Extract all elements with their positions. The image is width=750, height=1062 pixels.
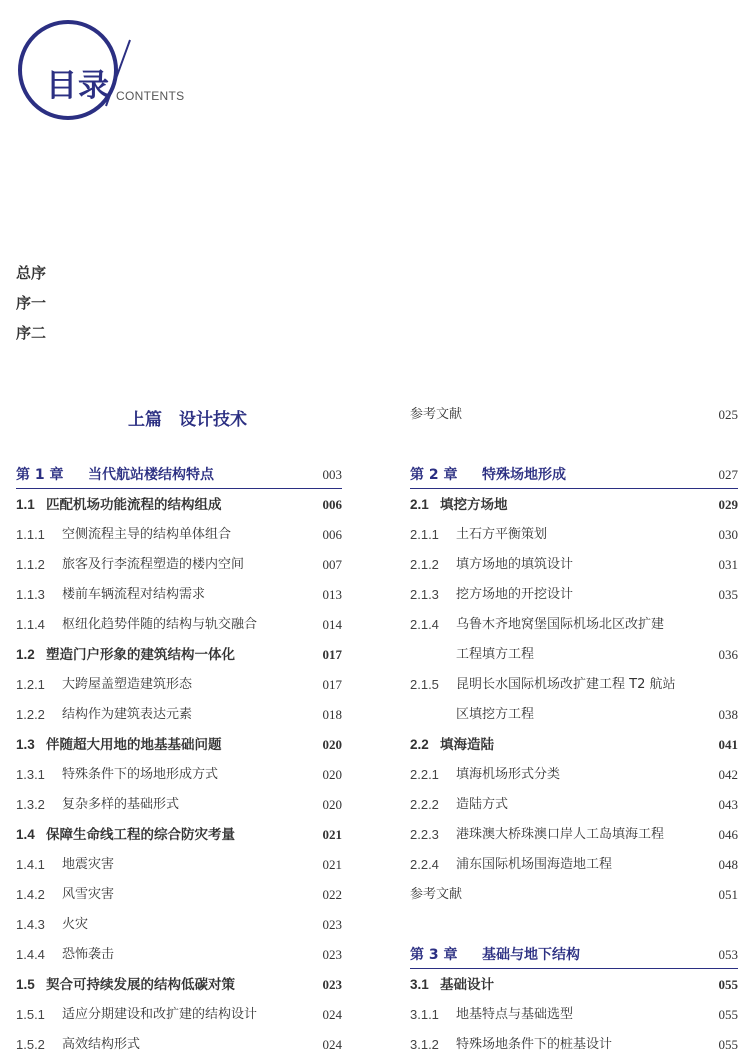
toc-entry-number: 第 2 章 [410, 467, 458, 483]
chapter-divider-line [410, 488, 738, 489]
toc-entry-title: 昆明长水国际机场改扩建工程 T2 航站 [456, 677, 676, 692]
toc-entry-number: 1.2.1 [16, 677, 45, 692]
toc-entry-page: 025 [718, 407, 738, 422]
toc-entry-references[interactable] [410, 883, 738, 907]
toc-entry-page: 007 [322, 557, 342, 572]
toc-entry-sub[interactable] [410, 553, 738, 577]
toc-entry-number: 第 3 章 [410, 947, 458, 963]
preface-list [16, 262, 46, 352]
toc-entry-sub[interactable] [410, 823, 738, 847]
preface-item-one[interactable]: 序一 [16, 294, 47, 312]
toc-entry-sub[interactable] [16, 673, 342, 697]
toc-entry-title: 结构作为建筑表达元素 [62, 707, 193, 722]
toc-entry-number: 1.4.3 [16, 917, 45, 932]
toc-entry-page: 024 [322, 1007, 342, 1022]
toc-entry-page: 031 [718, 557, 738, 572]
toc-entry-title: 当代航站楼结构特点 [88, 467, 214, 483]
toc-entry-title: 空侧流程主导的结构单体组合 [62, 527, 232, 542]
chapter-divider-line [16, 488, 342, 489]
toc-entry-section[interactable] [16, 493, 342, 517]
contents-subheading: CONTENTS [116, 89, 185, 103]
toc-entry-sub[interactable] [410, 1033, 738, 1057]
toc-entry-cont[interactable] [410, 643, 738, 667]
toc-entry-section[interactable] [16, 643, 342, 667]
toc-entry-number: 第 1 章 [16, 467, 64, 483]
toc-entry-page: 003 [322, 467, 342, 482]
toc-entry-title: 火灾 [62, 917, 89, 932]
toc-entry-sub[interactable] [16, 943, 342, 967]
toc-entry-title: 乌鲁木齐地窝堡国际机场北区改扩建 [456, 617, 665, 632]
toc-entry-title: 基础设计 [440, 977, 494, 993]
preface-item-two[interactable]: 序二 [16, 324, 47, 342]
toc-entry-title: 基础与地下结构 [482, 947, 580, 963]
toc-entry-page: 041 [718, 737, 738, 752]
toc-entry-title: 挖方场地的开挖设计 [456, 587, 574, 602]
toc-entry-number: 1.4.4 [16, 947, 45, 962]
toc-entry-sub[interactable] [410, 763, 738, 787]
toc-entry-number: 1.3 [16, 737, 35, 752]
toc-entry-page: 024 [322, 1037, 342, 1052]
toc-entry-title: 适应分期建设和改扩建的结构设计 [62, 1007, 258, 1022]
toc-entry-page: 042 [718, 767, 738, 782]
toc-entry-sub[interactable] [16, 1003, 342, 1027]
toc-entry-sub[interactable] [410, 1003, 738, 1027]
toc-entry-title: 港珠澳大桥珠澳口岸人工岛填海工程 [456, 827, 665, 842]
toc-entry-page: 023 [322, 917, 342, 932]
toc-entry-sub[interactable] [410, 583, 738, 607]
toc-entry-title: 浦东国际机场围海造地工程 [456, 857, 613, 872]
toc-entry-title: 塑造门户形象的建筑结构一体化 [46, 647, 235, 663]
toc-entry-number: 2.1.2 [410, 557, 439, 572]
toc-entry-page: 023 [322, 977, 342, 992]
toc-entry-chapter[interactable] [410, 463, 738, 487]
toc-entry-title: 高效结构形式 [62, 1037, 141, 1052]
toc-entry-title: 楼前车辆流程对结构需求 [62, 587, 206, 602]
toc-entry-chapter[interactable] [410, 943, 738, 967]
toc-entry-number: 1.2 [16, 647, 35, 662]
toc-entry-number: 2.1.5 [410, 677, 439, 692]
toc-entry-title: 保障生命线工程的综合防灾考量 [46, 827, 235, 843]
toc-entry-page: 020 [322, 737, 342, 752]
toc-entry-page: 020 [322, 797, 342, 812]
toc-entry-section[interactable] [16, 973, 342, 997]
toc-entry-title: 工程填方工程 [456, 647, 535, 662]
toc-entry-page: 043 [718, 797, 738, 812]
toc-entry-title: 参考文献 [410, 407, 463, 422]
toc-entry-number: 2.2.1 [410, 767, 439, 782]
toc-entry-number: 3.1 [410, 977, 429, 992]
toc-entry-sub[interactable] [16, 883, 342, 907]
toc-entry-title: 大跨屋盖塑造建筑形态 [62, 677, 193, 692]
contents-heading: 目录 [46, 68, 110, 104]
toc-entry-sub[interactable] [16, 913, 342, 937]
toc-entry-page: 021 [322, 857, 342, 872]
toc-entry-sub[interactable] [16, 703, 342, 727]
toc-entry-number: 1.1.3 [16, 587, 45, 602]
toc-entry-number: 2.2.3 [410, 827, 439, 842]
toc-entry-number: 1.5.1 [16, 1007, 45, 1022]
toc-entry-sub[interactable] [16, 763, 342, 787]
toc-entry-title: 填海机场形式分类 [456, 767, 561, 782]
preface-item-general[interactable]: 总序 [16, 264, 47, 282]
toc-entry-title: 契合可持续发展的结构低碳对策 [46, 977, 235, 993]
toc-entry-number: 2.2.4 [410, 857, 439, 872]
toc-entry-number: 1.4 [16, 827, 35, 842]
toc-entry-page: 048 [718, 857, 738, 872]
toc-entry-page: 021 [322, 827, 342, 842]
toc-entry-title: 填海造陆 [440, 737, 494, 753]
toc-entry-page: 046 [718, 827, 738, 842]
toc-entry-page: 023 [322, 947, 342, 962]
toc-entry-page: 017 [322, 647, 342, 662]
toc-entry-number: 1.2.2 [16, 707, 45, 722]
toc-entry-number: 2.1.4 [410, 617, 439, 632]
toc-entry-page: 055 [718, 1007, 738, 1022]
toc-entry-sub[interactable] [410, 523, 738, 547]
toc-entry-page: 006 [322, 527, 342, 542]
toc-entry-number: 1.1 [16, 497, 35, 512]
toc-entry-page: 020 [322, 767, 342, 782]
toc-entry-page: 022 [322, 887, 342, 902]
toc-entry-title: 恐怖袭击 [62, 947, 115, 962]
toc-entry-title: 填方场地的填筑设计 [456, 557, 574, 572]
toc-entry-sub[interactable] [410, 793, 738, 817]
toc-entry-number: 2.1.3 [410, 587, 439, 602]
toc-entry-page: 013 [322, 587, 342, 602]
toc-entry-sub[interactable] [410, 673, 738, 697]
toc-entry-title: 特殊场地条件下的桩基设计 [456, 1037, 613, 1052]
toc-entry-title: 旅客及行李流程塑造的楼内空间 [62, 557, 245, 572]
toc-entry-sub[interactable] [16, 853, 342, 877]
toc-entry-page: 038 [718, 707, 738, 722]
toc-entry-chapter[interactable] [16, 463, 342, 487]
toc-entry-number: 2.1 [410, 497, 429, 512]
toc-entry-page: 051 [718, 887, 738, 902]
toc-entry-page: 029 [718, 497, 738, 512]
toc-entry-sub[interactable] [16, 793, 342, 817]
toc-entry-title: 匹配机场功能流程的结构组成 [46, 497, 222, 513]
toc-entry-number: 1.4.2 [16, 887, 45, 902]
toc-entry-sub[interactable] [410, 613, 738, 637]
toc-entry-sub[interactable] [16, 613, 342, 637]
toc-entry-title: 地震灾害 [62, 857, 115, 872]
toc-entry-section[interactable] [410, 973, 738, 997]
toc-entry-title: 伴随超大用地的地基基础问题 [46, 737, 222, 753]
toc-entry-title: 参考文献 [410, 887, 463, 902]
toc-entry-sub[interactable] [410, 853, 738, 877]
toc-entry-section[interactable] [410, 733, 738, 757]
toc-entry-number: 3.1.2 [410, 1037, 439, 1052]
toc-entry-section[interactable] [16, 823, 342, 847]
toc-entry-page: 006 [322, 497, 342, 512]
toc-entry-page: 055 [718, 1037, 738, 1052]
toc-entry-page: 053 [718, 947, 738, 962]
toc-entry-title: 复杂多样的基础形式 [62, 797, 180, 812]
toc-entry-number: 2.2 [410, 737, 429, 752]
toc-entry-number: 2.1.1 [410, 527, 439, 542]
toc-entry-page: 018 [322, 707, 342, 722]
toc-entry-page: 017 [322, 677, 342, 692]
toc-entry-sub[interactable] [16, 553, 342, 577]
toc-entry-number: 1.1.1 [16, 527, 45, 542]
toc-entry-sub[interactable] [16, 1033, 342, 1057]
toc-entry-title: 区填挖方工程 [456, 707, 535, 722]
toc-entry-section[interactable] [16, 733, 342, 757]
toc-entry-title: 枢纽化趋势伴随的结构与轨交融合 [62, 617, 258, 632]
toc-entry-title: 土石方平衡策划 [456, 527, 548, 542]
toc-entry-page: 014 [322, 617, 342, 632]
toc-entry-number: 1.4.1 [16, 857, 45, 872]
toc-entry-number: 3.1.1 [410, 1007, 439, 1022]
toc-entry-number: 1.1.4 [16, 617, 45, 632]
toc-entry-page: 030 [718, 527, 738, 542]
toc-entry-references[interactable] [410, 403, 738, 427]
toc-entry-sub[interactable] [16, 583, 342, 607]
toc-entry-cont[interactable] [410, 703, 738, 727]
toc-entry-title: 地基特点与基础选型 [456, 1007, 574, 1022]
toc-entry-number: 2.2.2 [410, 797, 439, 812]
toc-entry-number: 1.3.2 [16, 797, 45, 812]
toc-entry-page: 036 [718, 647, 738, 662]
toc-entry-section[interactable] [410, 493, 738, 517]
contents-logo [8, 8, 198, 138]
toc-entry-number: 1.1.2 [16, 557, 45, 572]
toc-entry-title: 造陆方式 [456, 797, 509, 812]
toc-entry-number: 1.3.1 [16, 767, 45, 782]
toc-entry-title: 填挖方场地 [440, 497, 508, 513]
toc-entry-page: 055 [718, 977, 738, 992]
part-title: 上篇 设计技术 [128, 410, 247, 430]
toc-entry-page: 027 [718, 467, 738, 482]
toc-entry-number: 1.5.2 [16, 1037, 45, 1052]
toc-entry-title: 特殊场地形成 [482, 467, 566, 483]
chapter-divider-line [410, 968, 738, 969]
toc-entry-title: 特殊条件下的场地形成方式 [62, 767, 219, 782]
toc-entry-number: 1.5 [16, 977, 35, 992]
toc-entry-title: 风雪灾害 [62, 887, 115, 902]
toc-entry-page: 035 [718, 587, 738, 602]
toc-entry-sub[interactable] [16, 523, 342, 547]
